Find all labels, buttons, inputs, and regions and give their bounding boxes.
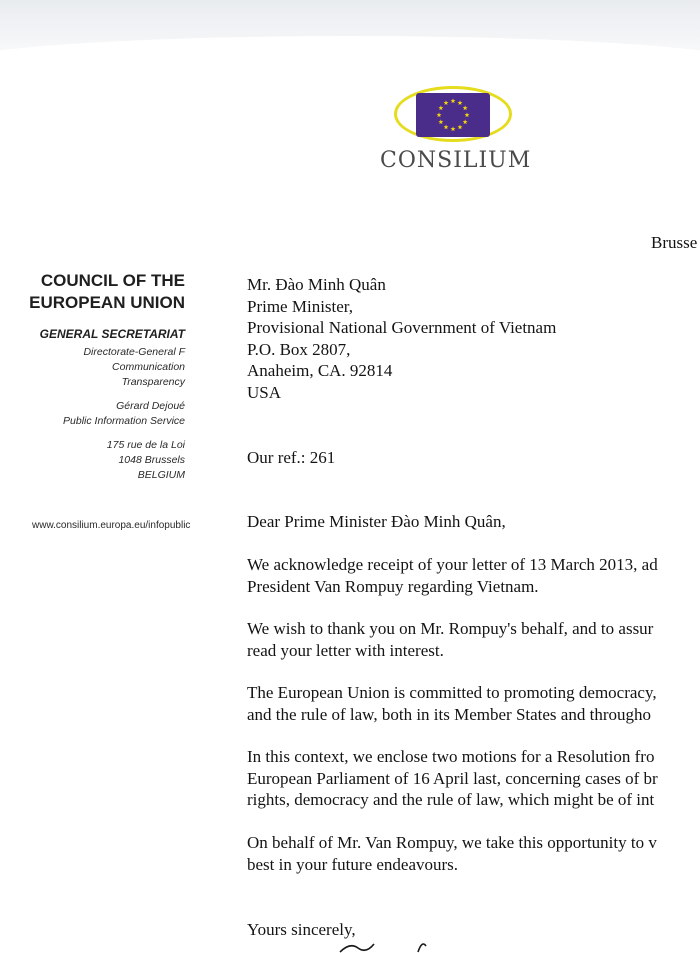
eu-star-icon bbox=[463, 105, 468, 110]
organisation-line-1: COUNCIL OF THE bbox=[40, 271, 185, 290]
body-paragraph-4 bbox=[247, 746, 658, 811]
paragraph-line: We acknowledge receipt of your letter of 13 March 2013, ad bbox=[247, 555, 658, 574]
paragraph-line: best in your future endeavours. bbox=[247, 854, 459, 874]
eu-flag-icon bbox=[416, 93, 490, 137]
contact-service: Public Information Service bbox=[63, 415, 185, 427]
directorate-line: Directorate-General F bbox=[83, 346, 185, 358]
eu-star-icon bbox=[444, 100, 449, 105]
signature-fragment bbox=[330, 938, 450, 953]
address-line: 1048 Brussels bbox=[118, 454, 185, 466]
eu-star-icon bbox=[458, 125, 463, 130]
sender-sidebar bbox=[0, 270, 185, 483]
eu-star-icon bbox=[438, 105, 443, 110]
scan-shading-curve bbox=[0, 36, 700, 96]
closing: Yours sincerely, bbox=[247, 920, 356, 939]
recipient-line: Mr. Đào Minh Quân bbox=[247, 275, 386, 294]
recipient-line: USA bbox=[247, 382, 282, 402]
website-link[interactable]: www.consilium.europa.eu/infopublic bbox=[32, 520, 191, 531]
contact-person: Gérard Dejoué bbox=[116, 400, 185, 412]
organisation-line-2: EUROPEAN UNION bbox=[29, 293, 185, 312]
salutation: Dear Prime Minister Đào Minh Quân, bbox=[247, 512, 506, 531]
logo-wordmark: CONSILIUM bbox=[380, 148, 532, 173]
eu-star-icon bbox=[437, 112, 442, 117]
paragraph-line: rights, democracy and the rule of law, which might be of int bbox=[247, 790, 655, 809]
body-paragraph-2 bbox=[247, 618, 653, 661]
body-paragraph-1 bbox=[247, 554, 658, 597]
directorate-line: Communication bbox=[112, 361, 185, 373]
address-line: 175 rue de la Loi bbox=[106, 439, 185, 451]
paragraph-line: The European Union is committed to promoting democracy, bbox=[247, 683, 657, 702]
eu-star-icon bbox=[465, 112, 470, 117]
paragraph-line: President Van Rompuy regarding Vietnam. bbox=[247, 576, 539, 596]
recipient-line: Anaheim, CA. 92814 bbox=[247, 361, 393, 380]
paragraph-line: read your letter with interest. bbox=[247, 640, 444, 660]
recipient-address bbox=[247, 274, 556, 403]
body-paragraph-3 bbox=[247, 682, 657, 725]
eu-star-icon bbox=[451, 98, 456, 103]
recipient-line: P.O. Box 2807, bbox=[247, 339, 351, 359]
paragraph-line: European Parliament of 16 April last, concerning cases of br bbox=[247, 768, 658, 788]
our-reference: Our ref.: 261 bbox=[247, 448, 336, 467]
recipient-line: Provisional National Government of Vietnam bbox=[247, 318, 557, 337]
address-block bbox=[0, 438, 185, 483]
recipient-line: Prime Minister, bbox=[247, 296, 354, 316]
paragraph-line: and the rule of law, both in its Member States and througho bbox=[247, 704, 651, 724]
organisation-name bbox=[0, 270, 185, 314]
eu-stars bbox=[416, 93, 490, 137]
eu-star-icon bbox=[444, 125, 449, 130]
paragraph-line: On behalf of Mr. Van Rompuy, we take this opportunity to v bbox=[247, 833, 657, 852]
eu-star-icon bbox=[458, 100, 463, 105]
paragraph-line: In this context, we enclose two motions for a Resolution fro bbox=[247, 747, 655, 766]
secretariat-heading: GENERAL SECRETARIAT bbox=[39, 327, 185, 341]
paragraph-line: We wish to thank you on Mr. Rompuy's behalf, and to assur bbox=[247, 619, 654, 638]
eu-star-icon bbox=[463, 119, 468, 124]
body-paragraph-5 bbox=[247, 832, 657, 875]
consilium-logo bbox=[380, 84, 530, 179]
directorate-line: Transparency bbox=[121, 376, 185, 388]
eu-star-icon bbox=[438, 119, 443, 124]
directorate-block bbox=[0, 345, 185, 390]
letter-date: Brusse bbox=[651, 233, 698, 252]
address-line: BELGIUM bbox=[137, 469, 185, 481]
eu-star-icon bbox=[451, 126, 456, 131]
contact-block bbox=[0, 399, 185, 429]
